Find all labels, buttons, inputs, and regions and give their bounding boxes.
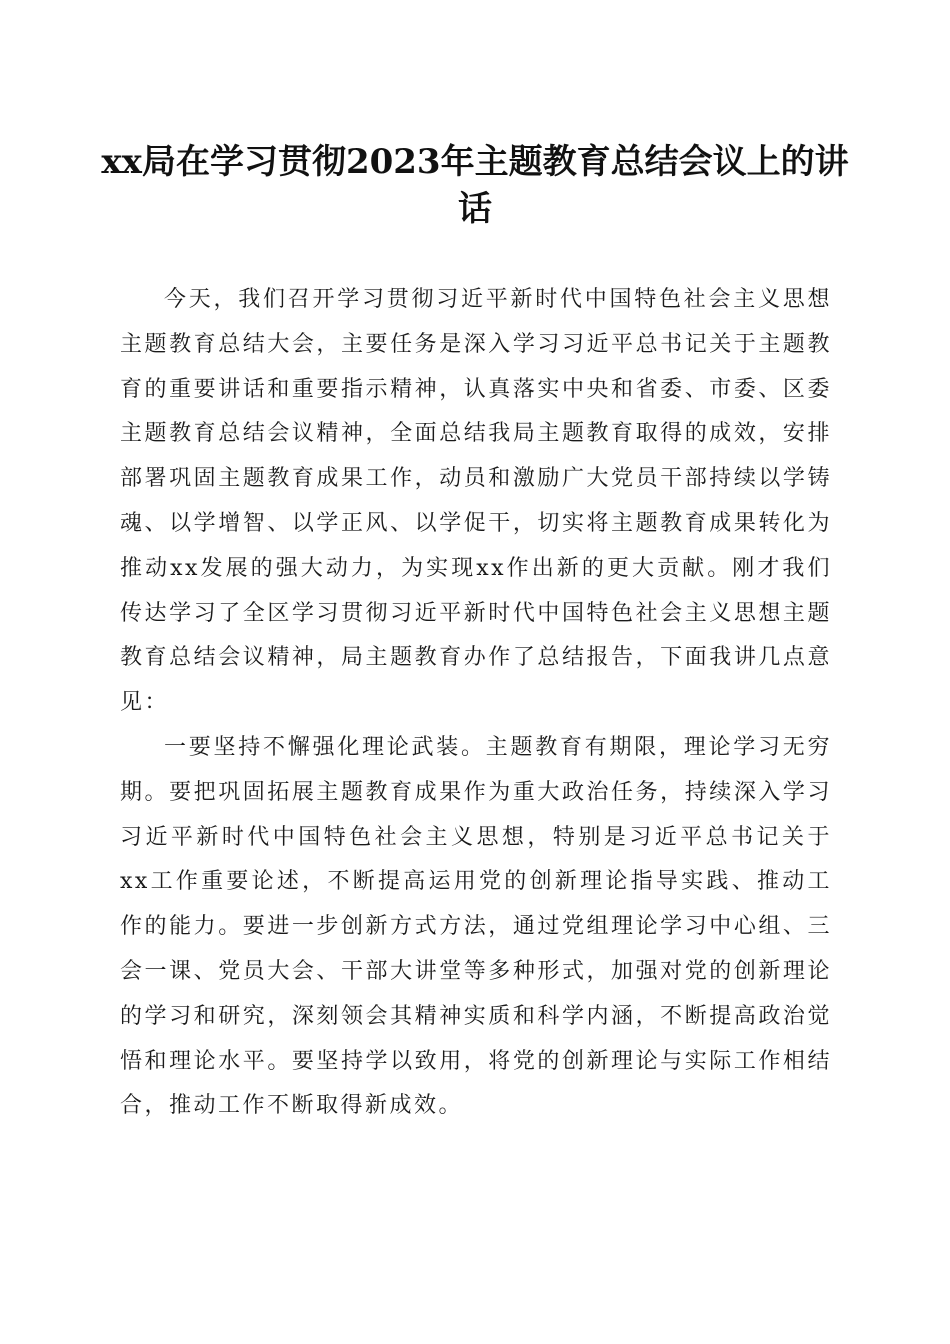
paragraph-theory-study: 一要坚持不懈强化理论武装。主题教育有期限，理论学习无穷期。要把巩固拓展主题教育成果作为重大政治任务，持续深入学习习近平新时代中国特色社会主义思想，特别是习近平总书记关于xx工作重要论述，不断提高运用党的创新理论指导实践、推动工作的能力。要进一步创新方式方法，通过党组理论学习中心组、三会一课、党员大会、干部大讲堂等多种形式，加强对党的创新理论的学习和研究，深刻领会其精神实质和科学内涵，不断提高政治觉悟和理论水平。要坚持学以致用，将党的创新理论与实际工作相结合，推动工作不断取得新成效。 — [120, 734, 832, 1119]
document-title: xx局在学习贯彻2023年主题教育总结会议上的讲话 — [101, 142, 849, 229]
paragraph-intro: 今天，我们召开学习贯彻习近平新时代中国特色社会主义思想主题教育总结大会，主要任务是深入学习习近平总书记关于主题教育的重要讲话和重要指示精神，认真落实中央和省委、市委、区委主题教育总结会议精神，全面总结我局主题教育取得的成效，安排部署巩固主题教育成果工作，动员和激励广大党员干部持续以学铸魂、以学增智、以学正风、以学促干，切实将主题教育成果转化为推动xx发展的强大动力，为实现xx作出新的更大贡献。刚才我们传达学习了全区学习贯彻习近平新时代中国特色社会主义思想主题教育总结会议精神，局主题教育办作了总结报告，下面我讲几点意见： — [120, 287, 832, 716]
document-body — [120, 278, 832, 1129]
